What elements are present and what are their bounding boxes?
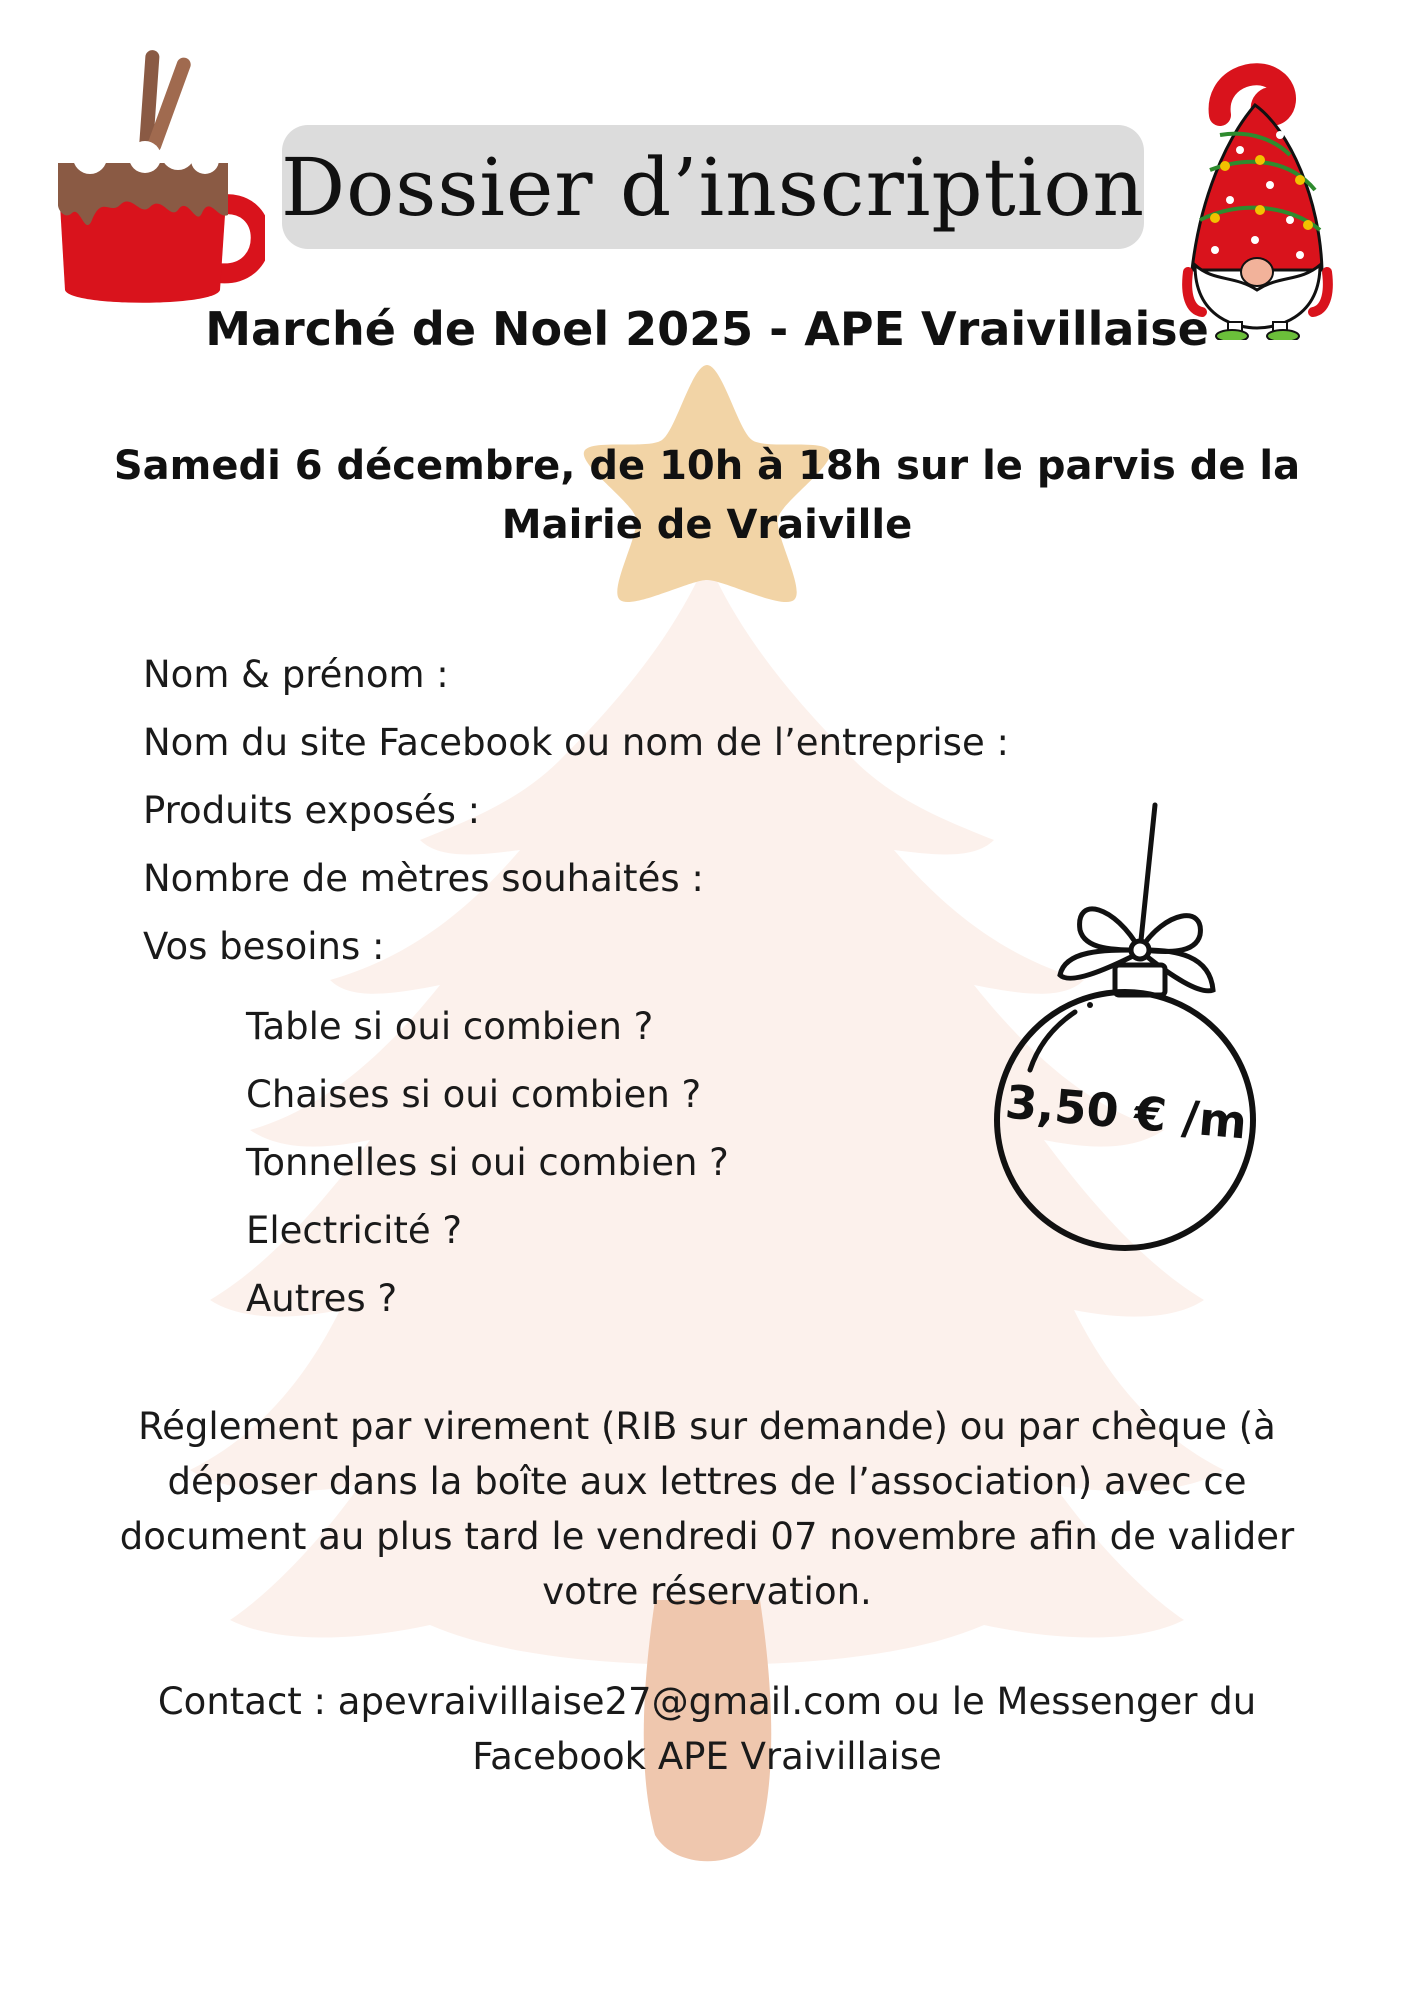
hot-chocolate-mug-icon xyxy=(50,45,265,305)
christmas-gnome-icon xyxy=(1180,60,1335,340)
field-needs: Vos besoins : xyxy=(143,925,385,968)
payment-line-3: document au plus tard le vendredi 07 novembre afin de valider xyxy=(119,1515,1295,1558)
contact-line-2: Facebook APE Vraivillaise xyxy=(472,1735,942,1778)
need-electricity: Electricité ? xyxy=(246,1209,463,1252)
tree-trunk xyxy=(644,1600,772,1861)
page-title: Dossier d’inscription xyxy=(280,140,1146,234)
event-date-line-1: Samedi 6 décembre, de 10h à 18h sur le parvis de la xyxy=(113,443,1301,489)
title-banner xyxy=(282,125,1144,249)
field-meters: Nombre de mètres souhaités : xyxy=(143,857,704,900)
payment-line-4: votre réservation. xyxy=(542,1570,872,1613)
event-date-line-2: Mairie de Vraiville xyxy=(501,502,913,548)
christmas-ornament-icon xyxy=(975,800,1265,1260)
field-products: Produits exposés : xyxy=(143,789,481,832)
event-subtitle: Marché de Noel 2025 - APE Vraivillaise xyxy=(205,302,1209,356)
field-facebook-or-company: Nom du site Facebook ou nom de l’entreprise : xyxy=(143,721,1009,764)
field-name: Nom & prénom : xyxy=(143,653,449,696)
need-table: Table si oui combien ? xyxy=(246,1005,654,1048)
contact-line-1: Contact : apevraivillaise27@gmail.com ou le Messenger du xyxy=(157,1680,1257,1723)
payment-line-1: Réglement par virement (RIB sur demande) ou par chèque (à xyxy=(138,1405,1276,1448)
payment-line-2: déposer dans la boîte aux lettres de l’association) avec ce xyxy=(167,1460,1247,1503)
need-tents: Tonnelles si oui combien ? xyxy=(246,1141,729,1184)
need-chairs: Chaises si oui combien ? xyxy=(246,1073,702,1116)
need-other: Autres ? xyxy=(246,1277,398,1320)
price-per-meter: 3,50 € /m xyxy=(1003,1074,1250,1150)
